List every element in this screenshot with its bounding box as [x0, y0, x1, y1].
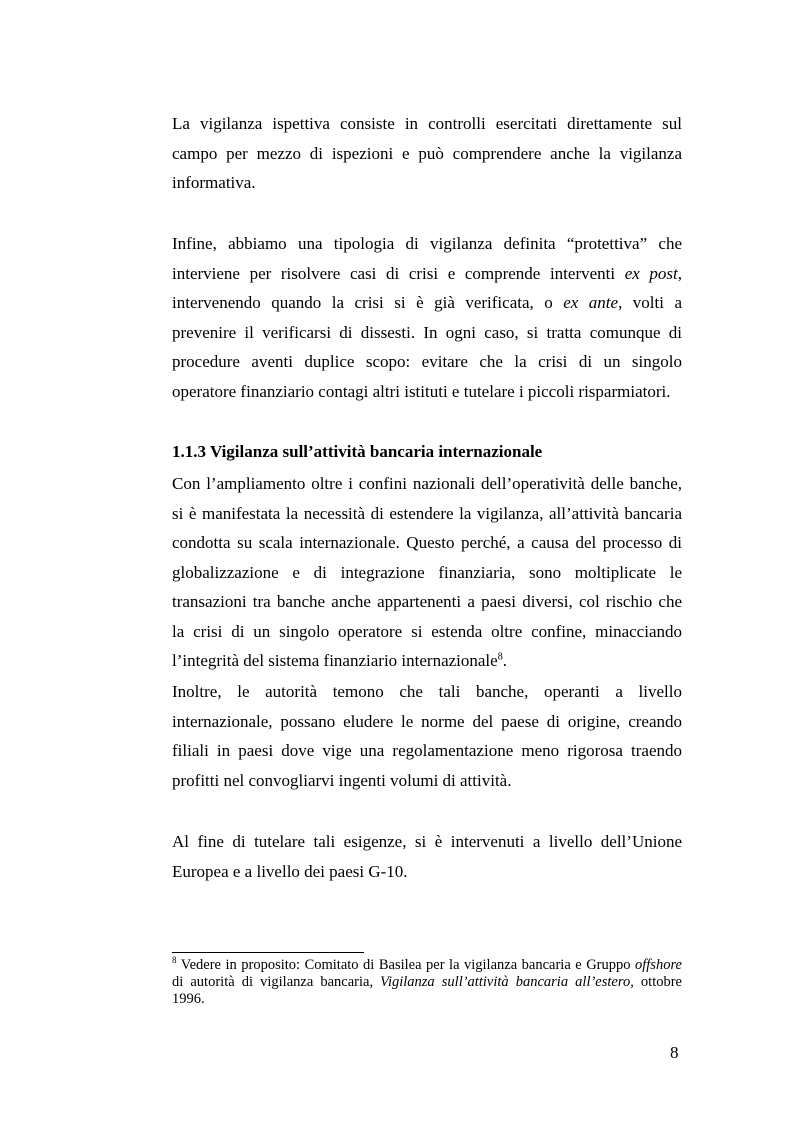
page-number: 8: [670, 1043, 679, 1062]
footnote-line: [172, 974, 682, 991]
paragraph-attivita-internazionale: [172, 469, 682, 676]
text-line: procedure aventi duplice scopo: evitare che la crisi di un singolo: [172, 352, 682, 371]
text-run: , ottobre: [630, 974, 682, 990]
text-line: Inoltre, le autorità temono che tali banche, operanti a livello: [172, 682, 682, 701]
text-run: interviene per risolvere casi di crisi e comprende interventi: [172, 263, 625, 283]
italic-title: Vigilanza sull’attività bancaria all’estero: [380, 974, 631, 990]
text-line: operatore finanziario contagi altri istituti e tutelare i piccoli risparmiatori.: [172, 381, 671, 401]
text-line: profitti nel convogliarvi ingenti volumi di attività.: [172, 770, 512, 790]
paragraph-autorita: [172, 677, 682, 795]
text-line: la crisi di un singolo operatore si estenda oltre confine, minacciando: [172, 621, 682, 641]
text-line: condotta su scala internazionale. Questo perché, a causa del processo di: [172, 533, 682, 552]
text-line: informativa.: [172, 173, 256, 192]
text-line: [172, 646, 682, 676]
text-line: si è manifestata la necessità di estendere la vigilanza, all’attività bancaria: [172, 503, 682, 523]
text-run: ,: [677, 263, 683, 283]
italic-term: offshore: [635, 957, 682, 973]
text-line: filiali in paesi dove vige una regolamentazione meno rigorosa traendo: [172, 741, 682, 760]
text-line: La vigilanza ispettiva consiste in controlli esercitati direttamente sul: [172, 114, 682, 133]
text-line: Europea e a livello dei paesi G-10.: [172, 861, 408, 881]
text-line: [172, 288, 682, 318]
section-heading: 1.1.3 Vigilanza sull’attività bancaria internazionale: [172, 442, 543, 461]
footnote-marker: 8: [172, 955, 177, 966]
text-line: campo per mezzo di ispezioni e può comprendere anche la vigilanza: [172, 143, 682, 163]
text-line: prevenire il verificarsi di dissesti. In ogni caso, si tratta comunque di: [172, 322, 682, 342]
footnote-line: 1996.: [172, 991, 205, 1007]
footnote: [172, 957, 682, 1008]
text-line: Infine, abbiamo una tipologia di vigilanza definita “protettiva” che: [172, 234, 682, 253]
footnote-separator: [172, 952, 364, 953]
paragraph-vigilanza-ispettiva: [172, 109, 682, 198]
italic-term: ex ante: [563, 293, 619, 312]
text-line: Con l’ampliamento oltre i confini nazionali dell’operatività delle banche,: [172, 474, 682, 493]
text-run: l’integrità del sistema finanziario internazionale: [172, 651, 498, 670]
italic-term: ex post: [624, 263, 678, 283]
text-line: transazioni tra banche anche appartenenti a paesi diversi, col rischio che: [172, 592, 682, 611]
text-run: Vedere in proposito: Comitato di Basilea per la vigilanza bancaria e Gruppo: [176, 957, 635, 973]
text-run: intervenendo quando la crisi si è già verificata, o: [172, 293, 564, 312]
text-line: internazionale, possano eludere le norme del paese di origine, creando: [172, 711, 682, 731]
text-line: [172, 259, 682, 289]
paragraph-unione-europea: [172, 827, 682, 886]
footnote-line: [172, 957, 682, 974]
paragraph-vigilanza-protettiva: [172, 229, 682, 406]
text-line: globalizzazione e di integrazione finanziaria, sono moltiplicate le: [172, 562, 682, 582]
text-run: , volti a: [618, 293, 683, 312]
footnote-reference[interactable]: 8: [497, 651, 503, 663]
text-run: .: [502, 651, 507, 670]
text-line: Al fine di tutelare tali esigenze, si è intervenuti a livello dell’Unione: [172, 832, 682, 851]
text-run: di autorità di vigilanza bancaria,: [172, 974, 381, 990]
